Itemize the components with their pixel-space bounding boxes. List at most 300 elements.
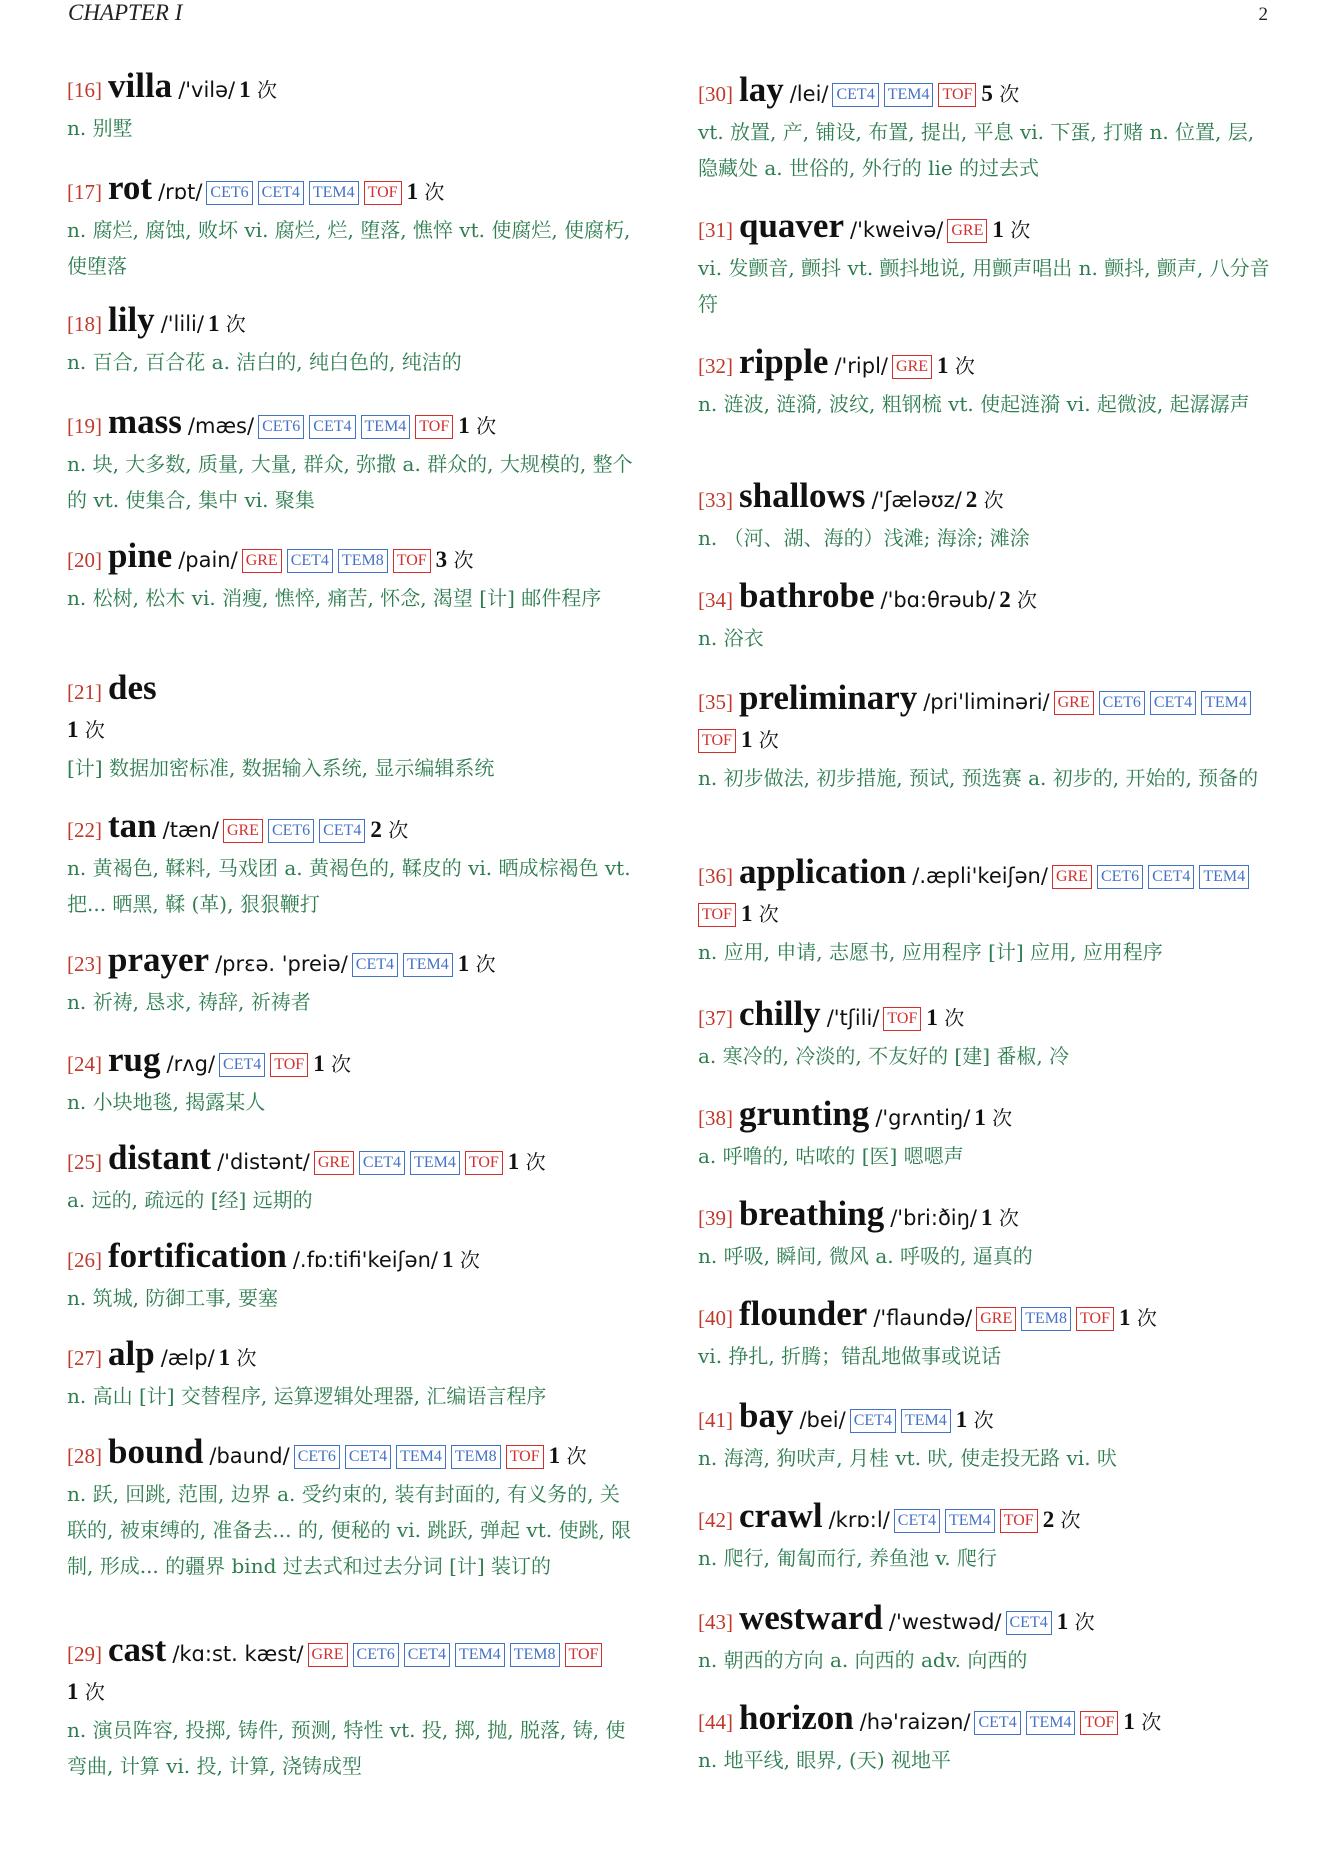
vocab-entry [698,344,1270,422]
vocab-entry [698,1700,1270,1778]
vocab-entry [67,1042,637,1120]
exam-tag: TEM8 [451,1445,501,1469]
frequency-unit: 次 [1068,1610,1095,1634]
entry-index: [19] [67,414,102,438]
headword: application [739,852,907,891]
definition: vi. 发颤音, 颤抖 vt. 颤抖地说, 用颤声唱出 n. 颤抖, 颤声, 八分音符 [698,256,1270,316]
frequency-unit: 次 [560,1444,587,1468]
phonetic: /ælp/ [160,1346,215,1370]
phonetic: /'bɑ:θrəub/ [880,588,996,612]
frequency-unit: 次 [992,82,1020,106]
exam-tag: TEM4 [884,83,934,107]
frequency-unit: 次 [453,1248,480,1272]
definition: n. 块, 大多数, 质量, 大量, 群众, 弥撒 a. 群众的, 大规模的, 整个的 vt. 使集合, 集中 vi. 聚集 [67,452,633,512]
phonetic: /rɒt/ [158,180,203,204]
headword: chilly [739,994,821,1033]
vocab-entry [67,1238,637,1316]
frequency-number: 1 [457,951,470,976]
exam-tag: TOF [938,83,976,107]
vocab-entry [67,1434,637,1584]
phonetic: /'westwəd/ [888,1610,1002,1634]
frequency-unit: 次 [447,548,474,572]
frequency-number: 1 [1118,1305,1131,1330]
vocab-entry [698,854,1270,970]
phonetic: /tæn/ [162,818,219,842]
headword-line [67,670,637,712]
frequency-count [208,312,246,336]
frequency-number: 1 [981,1205,993,1230]
frequency-unit: 次 [219,312,246,336]
phonetic: /kɑ:st. kæst/ [172,1642,304,1666]
entry-index: [28] [67,1444,102,1468]
phonetic: /'vilə/ [178,78,236,102]
frequency-count [239,78,277,102]
frequency-number: 2 [999,587,1011,612]
frequency-count [407,180,445,204]
headword: bound [108,1432,204,1471]
definition: n. 别墅 [67,116,133,140]
headword-line [698,1600,1270,1642]
headword: mass [108,402,182,441]
frequency-count [999,588,1037,612]
entry-index: [37] [698,1006,733,1030]
headword-line [698,1296,1270,1338]
exam-tag: TOF [1076,1307,1114,1331]
frequency-count [436,548,474,572]
frequency-number: 1 [1123,1709,1135,1734]
frequency-count [937,354,975,378]
headword: ripple [739,342,829,381]
headword-line [67,1140,637,1182]
definition: vt. 放置, 产, 铺设, 布置, 提出, 平息 vi. 下蛋, 打赌 n. 位置, 层, 隐藏处 a. 世俗的, 外行的 lie 的过去式 [698,120,1255,180]
frequency-number: 1 [740,901,753,926]
exam-tag: CET4 [404,1643,450,1667]
headword-line [67,404,637,446]
headword-line [698,1398,1270,1440]
vocab-entry [67,538,637,616]
headword-line [67,68,637,110]
headword-line [67,1238,637,1280]
phonetic: /.æpli'keiʃən/ [912,864,1048,888]
phonetic: /'grʌntiŋ/ [875,1106,971,1130]
exam-tag: TEM4 [1026,1711,1076,1735]
headword-line [698,1498,1270,1540]
frequency-number: 1 [974,1105,986,1130]
headword: breathing [739,1194,885,1233]
phonetic: /bei/ [799,1408,846,1432]
frequency-count [926,1006,964,1030]
exam-tag: TEM8 [1021,1307,1071,1331]
exam-tag: TOF [1080,1711,1118,1735]
headword: pine [108,536,173,575]
exam-tag: TEM4 [901,1409,951,1433]
vocab-entry [698,996,1270,1074]
frequency-unit: 次 [752,902,779,926]
frequency-line [67,1674,637,1712]
exam-tag: CET4 [345,1445,391,1469]
headword: tan [108,806,157,845]
frequency-number: 1 [458,413,470,438]
definition: n. 松树, 松木 vi. 消瘦, 憔悴, 痛苦, 怀念, 渴望 [计] 邮件程序 [67,586,602,610]
headword: crawl [739,1496,823,1535]
frequency-unit: 次 [1003,218,1031,242]
exam-tag: CET4 [258,181,304,205]
exam-tag: CET6 [294,1445,340,1469]
frequency-count [219,1346,257,1370]
headword-line [67,1336,637,1378]
vocab-entry [67,1632,637,1784]
headword: bay [739,1396,794,1435]
exam-tag: CET4 [287,549,333,573]
headword-line [698,208,1270,250]
frequency-number: 1 [955,1407,968,1432]
exam-tag: TOF [698,903,736,927]
exam-tag: CET4 [359,1151,405,1175]
frequency-number: 1 [926,1005,938,1030]
headword-line [698,344,1270,386]
entry-index: [42] [698,1508,733,1532]
frequency-unit: 次 [381,818,409,842]
entry-index: [22] [67,818,102,842]
exam-tag: TEM4 [309,181,359,205]
exam-tag: CET4 [352,953,398,977]
exam-tag: TEM8 [510,1643,560,1667]
frequency-number: 3 [435,547,448,572]
frequency-unit: 次 [469,952,496,976]
headword-line [698,72,1270,114]
definition: n. 筑城, 防御工事, 要塞 [67,1286,279,1310]
page-header [68,0,1268,30]
headword-line [698,1096,1270,1138]
headword: lily [108,300,155,339]
exam-tag: CET4 [832,83,878,107]
frequency-unit: 次 [418,180,445,204]
exam-tag: CET4 [1148,865,1194,889]
phonetic: /'lili/ [160,312,204,336]
exam-tag: TOF [465,1151,503,1175]
exam-tag: CET4 [309,415,355,439]
exam-tag: GRE [947,219,987,243]
headword: horizon [739,1698,854,1737]
frequency-unit: 次 [1054,1508,1081,1532]
frequency-count [741,902,779,926]
headword: shallows [739,476,866,515]
entry-index: [17] [67,180,102,204]
exam-tag: TEM4 [945,1509,995,1533]
vocab-entry [698,1096,1270,1174]
vocab-entry [67,670,637,786]
entry-index: [31] [698,218,733,242]
definition: a. 寒冷的, 冷淡的, 不友好的 [建] 番椒, 冷 [698,1044,1070,1068]
definition: n. 腐烂, 腐蚀, 败坏 vi. 腐烂, 烂, 堕落, 憔悴 vt. 使腐烂, 使腐朽, 使堕落 [67,218,631,278]
entry-index: [33] [698,488,733,512]
exam-tag: CET6 [268,819,314,843]
vocab-entry [698,1600,1270,1678]
frequency-number: 1 [218,1345,231,1370]
frequency-number: 1 [239,77,251,102]
vocab-entry [67,942,637,1020]
exam-tag: TEM4 [361,415,411,439]
exam-tag: TEM4 [410,1151,460,1175]
headword: preliminary [739,678,918,717]
chapter-title: CHAPTER I [68,0,183,25]
vocab-entry [698,680,1270,796]
entry-index: [29] [67,1642,102,1666]
frequency-count [1043,1508,1081,1532]
headword: rot [108,168,153,207]
frequency-count [67,718,105,742]
headword-line [67,1042,637,1084]
definition: n. 涟波, 涟漪, 波纹, 粗钢梳 vt. 使起涟漪 vi. 起微波, 起潺潺声 [698,392,1250,416]
headword-line [698,578,1270,620]
exam-tag: TOF [364,181,402,205]
definition: [计] 数据加密标准, 数据输入系统, 显示编辑系统 [67,756,495,780]
vocab-entry [67,404,637,518]
entry-index: [43] [698,1610,733,1634]
vocab-entry [67,1336,637,1414]
phonetic: /lei/ [789,82,829,106]
entry-index: [18] [67,312,102,336]
frequency-number: 1 [1056,1609,1069,1634]
vocab-entry [698,208,1270,322]
entry-index: [35] [698,690,733,714]
definition: n. 黄褐色, 鞣料, 马戏团 a. 黄褐色的, 鞣皮的 vi. 晒成棕褐色 vt. 把... 晒黑, 鞣 (革), 狠狠鞭打 [67,856,631,916]
phonetic: /'bri:ðiŋ/ [890,1206,978,1230]
headword: bathrobe [739,576,875,615]
definition: n. 祈祷, 恳求, 祷辞, 祈祷者 [67,990,311,1014]
frequency-count [981,82,1019,106]
frequency-number: 1 [548,1443,561,1468]
headword: cast [108,1630,167,1669]
frequency-number: 1 [67,717,79,742]
exam-tag: TOF [270,1053,308,1077]
entry-index: [39] [698,1206,733,1230]
exam-tag: CET6 [258,415,304,439]
exam-tag: TOF [415,415,453,439]
entry-index: [30] [698,82,733,106]
definition: n. 爬行, 匍匐而行, 养鱼池 v. 爬行 [698,1546,998,1570]
vocab-entry [698,72,1270,186]
exam-tag: CET6 [353,1643,399,1667]
definition: n. 演员阵容, 投掷, 铸件, 预测, 特性 vt. 投, 掷, 抛, 脱落, 铸, 使弯曲, 计算 vi. 投, 计算, 浇铸成型 [67,1718,626,1778]
frequency-unit: 次 [977,488,1004,512]
exam-tag: TEM4 [396,1445,446,1469]
vocab-entry [67,1140,637,1218]
frequency-count [458,414,496,438]
headword-line [67,538,637,580]
headword: alp [108,1334,155,1373]
frequency-unit: 次 [1130,1306,1157,1330]
frequency-count [981,1206,1019,1230]
vocab-entry [67,302,637,380]
vocab-entry [67,808,637,922]
exam-tag: CET4 [974,1711,1020,1735]
frequency-count [974,1106,1012,1130]
vocab-entry [698,1296,1270,1374]
entry-index: [23] [67,952,102,976]
frequency-count [1123,1710,1161,1734]
vocab-entry [698,1196,1270,1274]
definition: a. 呼噜的, 咕哝的 [医] 嗯嗯声 [698,1144,964,1168]
frequency-count [458,952,496,976]
frequency-count [549,1444,587,1468]
definition: n. 海湾, 狗吠声, 月桂 vt. 吠, 使走投无路 vi. 吠 [698,1446,1117,1470]
phonetic: /.fɒ:tifi'keiʃən/ [292,1248,438,1272]
frequency-unit: 次 [519,1150,546,1174]
page-number: 2 [1258,4,1268,25]
phonetic: /krɒ:l/ [828,1508,890,1532]
definition: n. 地平线, 眼界, (天) 视地平 [698,1748,951,1772]
frequency-count [370,818,408,842]
exam-tag: GRE [1054,691,1094,715]
headword-line [698,478,1270,520]
frequency-line [67,712,637,750]
frequency-number: 1 [207,311,220,336]
exam-tag: TOF [1000,1509,1038,1533]
frequency-number: 1 [507,1149,520,1174]
headword: des [108,668,157,707]
exam-tag: GRE [242,549,282,573]
phonetic: /'tʃili/ [826,1006,880,1030]
entry-index: [38] [698,1106,733,1130]
headword: distant [108,1138,212,1177]
headword-line [67,1434,637,1476]
frequency-count [1057,1610,1095,1634]
frequency-count [992,218,1030,242]
entry-index: [20] [67,548,102,572]
exam-tag: TOF [883,1007,921,1031]
exam-tag: GRE [1052,865,1092,889]
definition: n. 高山 [计] 交替程序, 运算逻辑处理器, 汇编语言程序 [67,1384,547,1408]
entry-index: [26] [67,1248,102,1272]
headword-line [67,170,637,212]
frequency-unit: 次 [469,414,497,438]
headword: westward [739,1598,883,1637]
frequency-count [442,1248,480,1272]
frequency-count [67,1680,105,1704]
headword-line [67,302,637,344]
entry-index: [41] [698,1408,733,1432]
exam-tag: CET4 [894,1509,940,1533]
exam-tag: TOF [698,729,736,753]
phonetic: /'distənt/ [217,1150,310,1174]
phonetic: /'flaundə/ [873,1306,973,1330]
frequency-count [956,1408,994,1432]
headword: fortification [108,1236,287,1275]
frequency-count [1119,1306,1157,1330]
definition: n. 应用, 申请, 志愿书, 应用程序 [计] 应用, 应用程序 [698,940,1163,964]
phonetic: /mæs/ [187,414,255,438]
entry-index: [32] [698,354,733,378]
exam-tag: CET4 [1150,691,1196,715]
exam-tag: CET6 [1099,691,1145,715]
phonetic: /rʌg/ [166,1052,216,1076]
headword-line [67,1632,637,1674]
frequency-unit: 次 [324,1052,352,1076]
headword: flounder [739,1294,868,1333]
entry-index: [36] [698,864,733,888]
frequency-unit: 次 [948,354,975,378]
headword: quaver [739,206,844,245]
definition: n. 呼吸, 瞬间, 微风 a. 呼吸的, 逼真的 [698,1244,1033,1268]
definition: n. 朝西的方向 a. 向西的 adv. 向西的 [698,1648,1028,1672]
exam-tag: CET4 [850,1409,896,1433]
phonetic: /prɛə. 'preiə/ [215,952,348,976]
frequency-number: 1 [937,353,949,378]
definition: n. 浴衣 [698,626,764,650]
entry-index: [44] [698,1710,733,1734]
frequency-unit: 次 [752,728,779,752]
definition: n. 初步做法, 初步措施, 预试, 预选赛 a. 初步的, 开始的, 预备的 [698,766,1259,790]
frequency-unit: 次 [78,1680,105,1704]
frequency-number: 2 [965,487,978,512]
exam-tag: GRE [314,1151,354,1175]
phonetic: /'ʃæləʊz/ [871,488,962,512]
headword-line [67,808,637,850]
exam-tag: TEM4 [1199,865,1249,889]
frequency-count [313,1052,351,1076]
phonetic: /pri'liminəri/ [923,690,1050,714]
headword-line [698,996,1270,1038]
headword-line [698,680,1270,760]
entry-index: [27] [67,1346,102,1370]
phonetic: /baund/ [209,1444,290,1468]
entry-index: [21] [67,680,102,704]
headword: rug [108,1040,161,1079]
entry-index: [16] [67,78,102,102]
headword-line [698,1196,1270,1238]
phonetic: /hə'raizən/ [859,1710,971,1734]
headword-line [698,854,1270,934]
frequency-unit: 次 [992,1206,1019,1230]
exam-tag: CET4 [1006,1611,1052,1635]
frequency-unit: 次 [250,78,277,102]
vocab-entry [698,1398,1270,1476]
exam-tag: TOF [565,1643,603,1667]
exam-tag: CET6 [1097,865,1143,889]
exam-tag: GRE [223,819,263,843]
phonetic: /'kweivə/ [850,218,944,242]
headword: villa [108,66,173,105]
frequency-unit: 次 [937,1006,965,1030]
frequency-count [508,1150,546,1174]
vocab-entry [67,170,637,284]
frequency-unit: 次 [230,1346,257,1370]
definition: vi. 挣扎, 折腾；错乱地做事或说话 [698,1344,1002,1368]
exam-tag: GRE [976,1307,1016,1331]
exam-tag: TOF [506,1445,544,1469]
frequency-unit: 次 [985,1106,1013,1130]
headword-line [698,1700,1270,1742]
definition: n. 百合, 百合花 a. 洁白的, 纯白色的, 纯洁的 [67,350,462,374]
headword: prayer [108,940,210,979]
vocab-entry [67,68,637,146]
frequency-number: 2 [1042,1507,1055,1532]
frequency-number: 1 [67,1679,79,1704]
exam-tag: TEM8 [338,549,388,573]
exam-tag: TOF [393,549,431,573]
frequency-number: 2 [370,817,382,842]
frequency-number: 1 [313,1051,325,1076]
exam-tag: TEM4 [1201,691,1251,715]
definition: n. 跃, 回跳, 范围, 边界 a. 受约束的, 装有封面的, 有义务的, 关联的, 被束缚的, 准备去... 的, 便秘的 vi. 跳跃, 弹起 vt. 使跳, 限制, 形成... 的疆界 bind 过去式和过去分词 [计] 装订的 [67,1482,632,1578]
frequency-count [741,728,779,752]
exam-tag: GRE [892,355,932,379]
exam-tag: TEM4 [455,1643,505,1667]
entry-index: [25] [67,1150,102,1174]
frequency-unit: 次 [1010,588,1038,612]
headword-line [67,942,637,984]
